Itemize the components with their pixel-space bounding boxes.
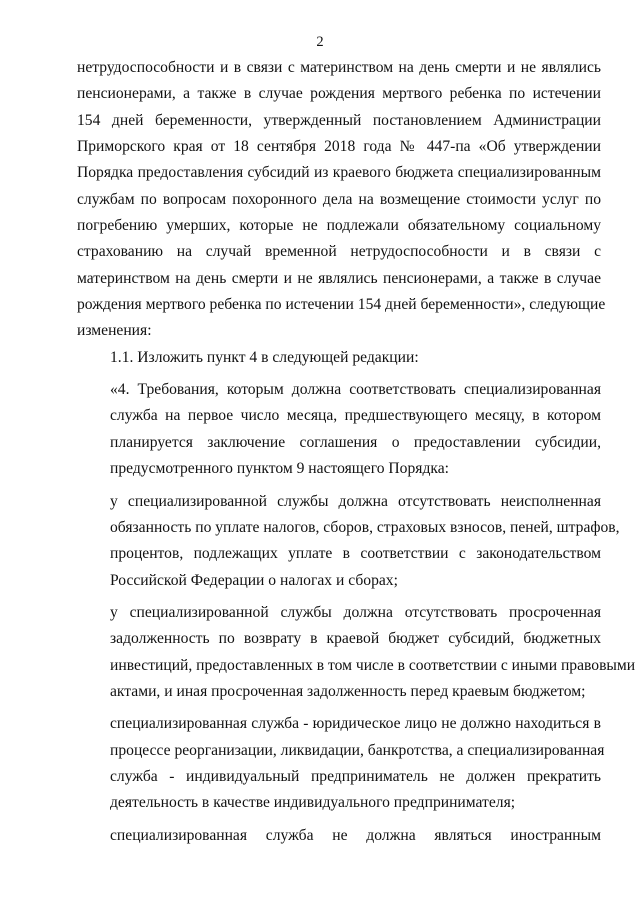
text-line: задолженность по возврату в краевой бюджет субсидий, бюджетных <box>110 630 601 648</box>
text-line: Российской Федерации о налогах и сборах; <box>110 571 398 589</box>
text-line: планируется заключение соглашения о предоставлении субсидии, <box>110 433 601 451</box>
text-line: «4. Требования, которым должна соответствовать специализированная <box>110 381 601 399</box>
text-line: специализированная служба не должна являться иностранным <box>110 826 601 844</box>
text-line: у специализированной службы должна отсутствовать просроченная <box>110 603 601 621</box>
text-line: страхованию на случай временной нетрудоспособности и в связи с <box>77 243 601 261</box>
text-line: службам по вопросам похоронного дела на возмещение стоимости услуг по <box>77 190 601 208</box>
text-line: процентов, подлежащих уплате в соответствии с законодательством <box>110 545 601 563</box>
paragraph <box>77 823 601 849</box>
paragraph <box>77 377 601 482</box>
text-line: актами, и иная просроченная задолженность перед краевым бюджетом; <box>110 682 586 700</box>
text-line: инвестиций, предоставленных в том числе в соответствии с иными правовыми <box>110 656 636 674</box>
paragraph <box>77 345 601 371</box>
paragraph <box>77 489 620 594</box>
document-body <box>77 55 636 849</box>
page-number: 2 <box>316 34 324 50</box>
text-line: 1.1. Изложить пункт 4 в следующей редакции: <box>110 348 419 366</box>
paragraph <box>77 55 606 345</box>
text-line: нетрудоспособности и в связи с материнством на день смерти и не являлись <box>77 59 601 76</box>
text-line: процессе реорганизации, ликвидации, банкротства, а специализированная <box>110 741 605 759</box>
text-line: специализированная служба - юридическое лицо не должно находиться в <box>110 715 601 733</box>
text-line: деятельность в качестве индивидуального предпринимателя; <box>110 794 516 812</box>
text-line: служба на первое число месяца, предшествующего месяцу, в котором <box>110 407 601 425</box>
text-line: предусмотренного пунктом 9 настоящего Порядка: <box>110 460 449 478</box>
text-line: Приморского края от 18 сентября 2018 года № 447-па «Об утверждении <box>77 138 601 156</box>
paragraph <box>77 600 636 705</box>
paragraph <box>77 711 605 816</box>
text-line: рождения мертвого ребенка по истечении 154 дней беременности», следующие <box>77 296 606 314</box>
text-line: Порядка предоставления субсидий из краевого бюджета специализированным <box>77 164 601 182</box>
text-line: погребению умерших, которые не подлежали обязательному социальному <box>77 217 601 235</box>
text-line: пенсионерами, а также в случае рождения мертвого ребенка по истечении <box>77 85 601 103</box>
text-line: служба - индивидуальный предприниматель не должен прекратить <box>110 767 601 785</box>
text-line: 154 дней беременности, утвержденный постановлением Администрации <box>77 111 601 129</box>
text-line: материнством на день смерти и не являлись пенсионерами, а также в случае <box>77 269 601 287</box>
text-line: обязанность по уплате налогов, сборов, страховых взносов, пеней, штрафов, <box>110 518 620 536</box>
text-line: изменения: <box>77 322 152 340</box>
text-line: у специализированной службы должна отсутствовать неисполненная <box>110 492 601 510</box>
